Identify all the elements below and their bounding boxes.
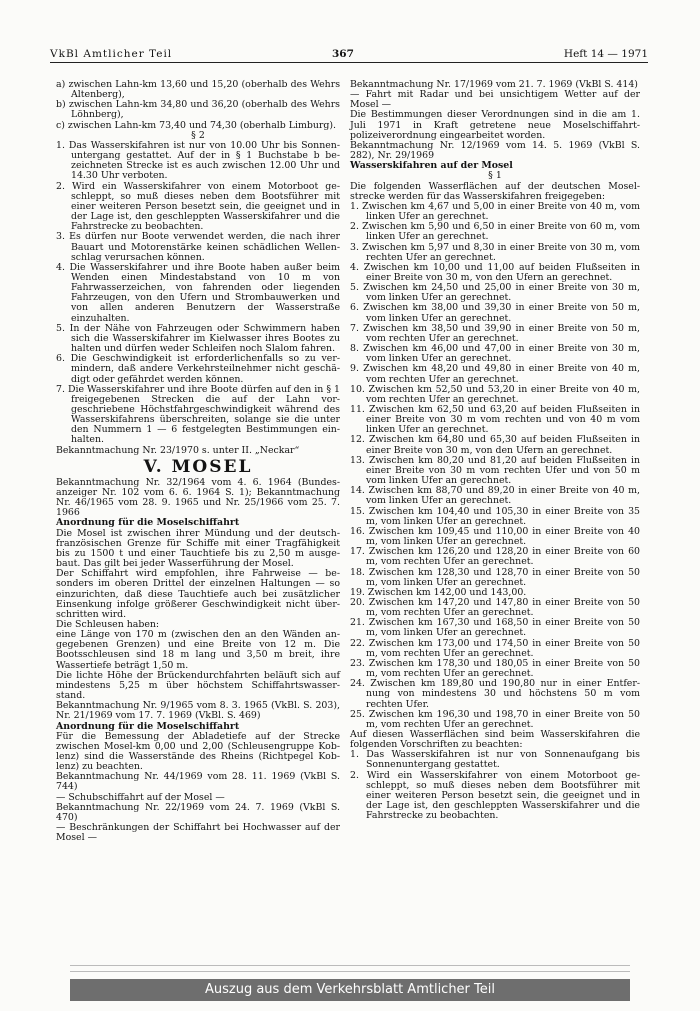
left-col-paragraph: Bekanntmachung Nr. 44/1969 vom 28. 11. 1969 (VkBl S. 744) xyxy=(56,771,340,793)
journal-name: VkBl Amtlicher Teil xyxy=(50,48,173,60)
right-col-paragraph: Die Bestimmungen dieser Verordnungen sind in die am 1. Juli 1971 in Kraft getretene neue Moselschiffahrt- polizeiverordnung eingearbeitet worden. xyxy=(350,109,640,141)
left-col-paragraph: 2. Wird ein Wasserskifahrer von einem Motorboot ge- schleppt, so muß dieses neben dem Bootsführer mit einer weiteren Person besetzt sein, die geeignet und in der Lage ist, den geschleppten Wasserskifahrer und die Fahrstrecke zu beobachten. xyxy=(56,180,340,233)
right-col-paragraph: 9. Zwischen km 48,20 und 49,80 in einer Breite von 40 m, vom rechten Ufer an gerechnet. xyxy=(350,363,640,385)
issue-label: Heft 14 — 1971 xyxy=(563,48,648,60)
left-col-paragraph: Anordnung für die Moselschiffahrt xyxy=(56,720,240,732)
footer-banner: Auszug aus dem Verkehrsblatt Amtlicher Teil xyxy=(70,979,630,1001)
right-col-paragraph: 8. Zwischen km 46,00 und 47,00 in einer Breite von 30 m, vom linken Ufer an gerechnet. xyxy=(350,343,640,365)
right-col-paragraph: 22. Zwischen km 173,00 und 174,50 in einer Breite von 50 m, vom rechten Ufer an gerechnet. xyxy=(350,637,640,659)
left-col-paragraph: Der Schiffahrt wird empfohlen, ihre Fahrweise — be- sonders im oberen Drittel der einzelnen Haltungen — so einzurichten, daß diese Tauchtiefe auch bei zusätzlicher Einsenkung infolge größerer Geschwindigkeit nicht über- schritten wird. xyxy=(56,568,340,620)
right-col-paragraph: — Fahrt mit Radar und bei unsichtigem Wetter auf der Mosel — xyxy=(350,89,640,111)
left-col-paragraph: Die lichte Höhe der Brückendurchfahrten beläuft sich auf mindestens 5,25 m über höchstem Schiffahrtswasser- stand. xyxy=(56,669,340,702)
left-col-paragraph: 1. Das Wasserskifahren ist nur von 10.00 Uhr bis Sonnen- untergang gestattet. Auf der in § 1 Buchstabe b be- zeichneten Strecke ist es auch zwischen 12.00 Uhr und 14.30 Uhr verboten. xyxy=(56,139,340,182)
right-col-paragraph: Bekanntmachung Nr. 17/1969 vom 21. 7. 1969 (VkBl S. 414) xyxy=(350,79,638,90)
left-col-paragraph: 5. In der Nähe von Fahrzeugen oder Schwimmern haben sich die Wasserskifahrer im Kielwasser ihres Bootes zu halten und dürfen weder Schleifen noch Slalom fahren. xyxy=(56,322,340,355)
left-col-paragraph: Bekanntmachung Nr. 23/1970 s. unter II. „Neckar“ xyxy=(56,444,300,456)
right-col-paragraph: Auf diesen Wasserflächen sind beim Wasserskifahren die folgenden Vorschriften zu beachten: xyxy=(350,729,640,751)
right-col-paragraph: 23. Zwischen km 178,30 und 180,05 in einer Breite von 50 m, vom rechten Ufer an gerechnet. xyxy=(350,657,640,680)
right-col-paragraph: 12. Zwischen km 64,80 und 65,30 auf beiden Flußseiten in einer Breite von 30 m, von den Ufern an gerechnet. xyxy=(350,434,640,456)
right-col-paragraph: § 1 xyxy=(488,170,502,182)
left-col-paragraph: — Schubschiffahrt auf der Mosel — xyxy=(56,791,225,803)
running-header xyxy=(50,48,648,63)
left-col-paragraph: Bekanntmachung Nr. 22/1969 vom 24. 7. 1969 (VkBl S. 470) xyxy=(56,801,340,823)
left-col-paragraph: a) zwischen Lahn-km 13,60 und 15,20 (oberhalb des Wehrs Altenberg), xyxy=(56,79,340,101)
right-col-paragraph: 7. Zwischen km 38,50 und 39,90 in einer Breite von 50 m, vom rechten Ufer an gerechnet. xyxy=(350,322,640,344)
right-col-paragraph: 1. Das Wasserskifahren ist nur von Sonnenaufgang bis Sonnenuntergang gestattet. xyxy=(350,749,640,771)
right-col-paragraph: 18. Zwischen km 128,30 und 128,70 in einer Breite von 50 m, vom linken Ufer an gerechnet. xyxy=(350,566,640,588)
left-col-paragraph: Anordnung für die Moselschiffahrt xyxy=(56,517,240,529)
left-column xyxy=(56,80,340,843)
right-col-paragraph: 15. Zwischen km 104,40 und 105,30 in einer Breite von 35 m, vom linken Ufer an gerechnet. xyxy=(350,505,640,527)
right-col-paragraph: 16. Zwischen km 109,45 und 110,00 in einer Breite von 40 m, vom linken Ufer an gerechnet. xyxy=(350,525,640,548)
right-col-paragraph: 4. Zwischen km 10,00 und 11,00 auf beiden Flußseiten in einer Breite von 30 m, von den Ufern an gerechnet. xyxy=(350,261,640,283)
right-col-paragraph: 5. Zwischen km 24,50 und 25,00 in einer Breite von 30 m, vom linken Ufer an gerechnet. xyxy=(350,282,640,304)
right-col-paragraph: Die folgenden Wasserflächen auf der deutschen Mosel- strecke werden für das Wasserskifahren freigegeben: xyxy=(350,180,640,202)
left-col-paragraph: Die Schleusen haben: xyxy=(56,618,160,630)
right-col-paragraph: 13. Zwischen km 80,20 und 81,20 auf beiden Flußseiten in einer Breite von 30 m vom rechten Ufer und von 50 m vom linken Ufer an gerechnet. xyxy=(350,454,640,487)
left-col-paragraph: 4. Die Wasserskifahrer und ihre Boote haben außer beim Wenden einen Mindestabstand von 10 m von Fahrwasserzeichen, von fahrenden oder liegenden Fahrzeugen, von den Ufern und Strombauwerken und von allen anderen Benutzern der Wasserstraße einzuhalten. xyxy=(56,261,340,324)
footer-rule xyxy=(70,971,630,972)
right-column xyxy=(350,80,640,821)
left-col-paragraph: 6. Die Geschwindigkeit ist erforderlichenfalls so zu ver- mindern, daß andere Verkehrsteilnehmer nicht geschä- digt oder gefährdet werden können. xyxy=(56,353,340,385)
right-col-paragraph: 25. Zwischen km 196,30 und 198,70 in einer Breite von 50 m, vom rechten Ufer an gerechnet. xyxy=(350,708,640,730)
left-col-paragraph: Bekanntmachung Nr. 32/1964 vom 4. 6. 1964 (Bundes- anzeiger Nr. 102 vom 6. 6. 1964 S. 1); Bekanntmachung Nr. 46/1965 vom 28. 9. 1965 und Nr. 25/1966 vom 25. 7. 1966 xyxy=(56,476,340,519)
left-col-paragraph: 3. Es dürfen nur Boote verwendet werden, die nach ihrer Bauart und Motorenstärke keinen schädlichen Wellen- schlag verursachen können. xyxy=(56,231,340,263)
left-col-paragraph: Bekanntmachung Nr. 9/1965 vom 8. 3. 1965 (VkBl. S. 203), Nr. 21/1969 vom 17. 7. 1969 (VkBl. S. 469) xyxy=(56,700,340,722)
left-col-paragraph: eine Länge von 170 m (zwischen den an den Wänden an- gegebenen Grenzen) und eine Breite von 12 m. Die Bootsschleusen sind 18 m lang und 3,50 m breit, ihre Wassertiefe beträgt 1,50 m. xyxy=(56,629,340,671)
right-col-paragraph: Bekanntmachung Nr. 12/1969 vom 14. 5. 1969 (VkBl S. 282), Nr. 29/1969 xyxy=(350,139,640,162)
right-col-paragraph: 6. Zwischen km 38,00 und 39,30 in einer Breite von 50 m, vom linken Ufer an gerechnet. xyxy=(350,302,640,324)
right-col-paragraph: 2. Zwischen km 5,90 und 6,50 in einer Breite von 60 m, vom linken Ufer an gerechnet. xyxy=(350,221,640,243)
right-col-paragraph: 17. Zwischen km 126,20 und 128,20 in einer Breite von 60 m, vom rechten Ufer an gerechnet. xyxy=(350,546,640,568)
left-col-paragraph: 7. Die Wasserskifahrer und ihre Boote dürfen auf den in § 1 freigegebenen Strecken die auf der Lahn vor- geschriebene Höchstfahrgeschwindigkeit während des Wasserskifahrens überschreiten, solange sie die unter den Nummern 1 — 6 festgelegten Bestimmungen ein- halten. xyxy=(56,383,340,446)
right-col-paragraph: 2. Wird ein Wasserskifahrer von einem Motorboot ge- schleppt, so muß dieses neben dem Bootsführer mit einer weiteren Person besetzt sein, die geeignet und in der Lage ist, den geschleppten Wasserskifahrer und die Fahrstrecke zu beobachten. xyxy=(350,769,640,822)
left-col-paragraph: b) zwischen Lahn-km 34,80 und 36,20 (oberhalb des Wehrs Löhnberg), xyxy=(56,99,340,121)
right-col-paragraph: 20. Zwischen km 147,20 und 147,80 in einer Breite von 50 m, vom rechten Ufer an gerechnet. xyxy=(350,596,640,619)
left-col-paragraph: § 2 xyxy=(191,129,205,141)
right-col-paragraph: 11. Zwischen km 62,50 und 63,20 auf beiden Flußseiten in einer Breite von 30 m vom rechten und von 40 m vom linken Ufer an gerechnet. xyxy=(350,404,640,436)
left-col-paragraph: V. MOSEL xyxy=(143,456,253,477)
right-col-paragraph: 19. Zwischen km 142,00 und 143,00. xyxy=(350,586,527,598)
right-col-paragraph: 14. Zwischen km 88,70 und 89,20 in einer Breite von 40 m, vom linken Ufer an gerechnet. xyxy=(350,485,640,507)
footer-rule xyxy=(70,965,630,966)
right-col-paragraph: 24. Zwischen km 189,80 und 190,80 nur in einer Entfer- nung von mindestens 30 und höchstens 50 m vom rechten Ufer. xyxy=(350,678,640,710)
right-col-paragraph: 1. Zwischen km 4,67 und 5,00 in einer Breite von 40 m, vom linken Ufer an gerechnet. xyxy=(350,200,640,223)
left-col-paragraph: — Beschränkungen der Schiffahrt bei Hochwasser auf der Mosel — xyxy=(56,822,340,844)
left-col-paragraph: c) zwischen Lahn-km 73,40 und 74,30 (oberhalb Limburg). xyxy=(56,119,337,131)
page-number: 367 xyxy=(332,48,354,60)
right-col-paragraph: 10. Zwischen km 52,50 und 53,20 in einer Breite von 40 m, vom rechten Ufer an gerechnet. xyxy=(350,383,640,405)
right-col-paragraph: 3. Zwischen km 5,97 und 8,30 in einer Breite von 30 m, vom rechten Ufer an gerechnet. xyxy=(350,241,640,263)
right-col-paragraph: Wasserskifahren auf der Mosel xyxy=(350,160,513,172)
left-col-paragraph: Für die Bemessung der Abladetiefe auf der Strecke zwischen Mosel-km 0,00 und 2,00 (Schleusengruppe Kob- lenz) sind die Wasserstände des Rheins (Richtpegel Kob- lenz) zu beachten. xyxy=(56,730,340,773)
right-col-paragraph: 21. Zwischen km 167,30 und 168,50 in einer Breite von 50 m, vom linken Ufer an gerechnet. xyxy=(350,617,640,639)
left-col-paragraph: Die Mosel ist zwischen ihrer Mündung und der deutsch- französischen Grenze für Schiffe mit einer Tragfähigkeit bis zu 1500 t und einer Tauchtiefe bis zu 2,50 m ausge- baut. Das gilt bei jeder Wasserführung der Mosel. xyxy=(56,527,340,570)
